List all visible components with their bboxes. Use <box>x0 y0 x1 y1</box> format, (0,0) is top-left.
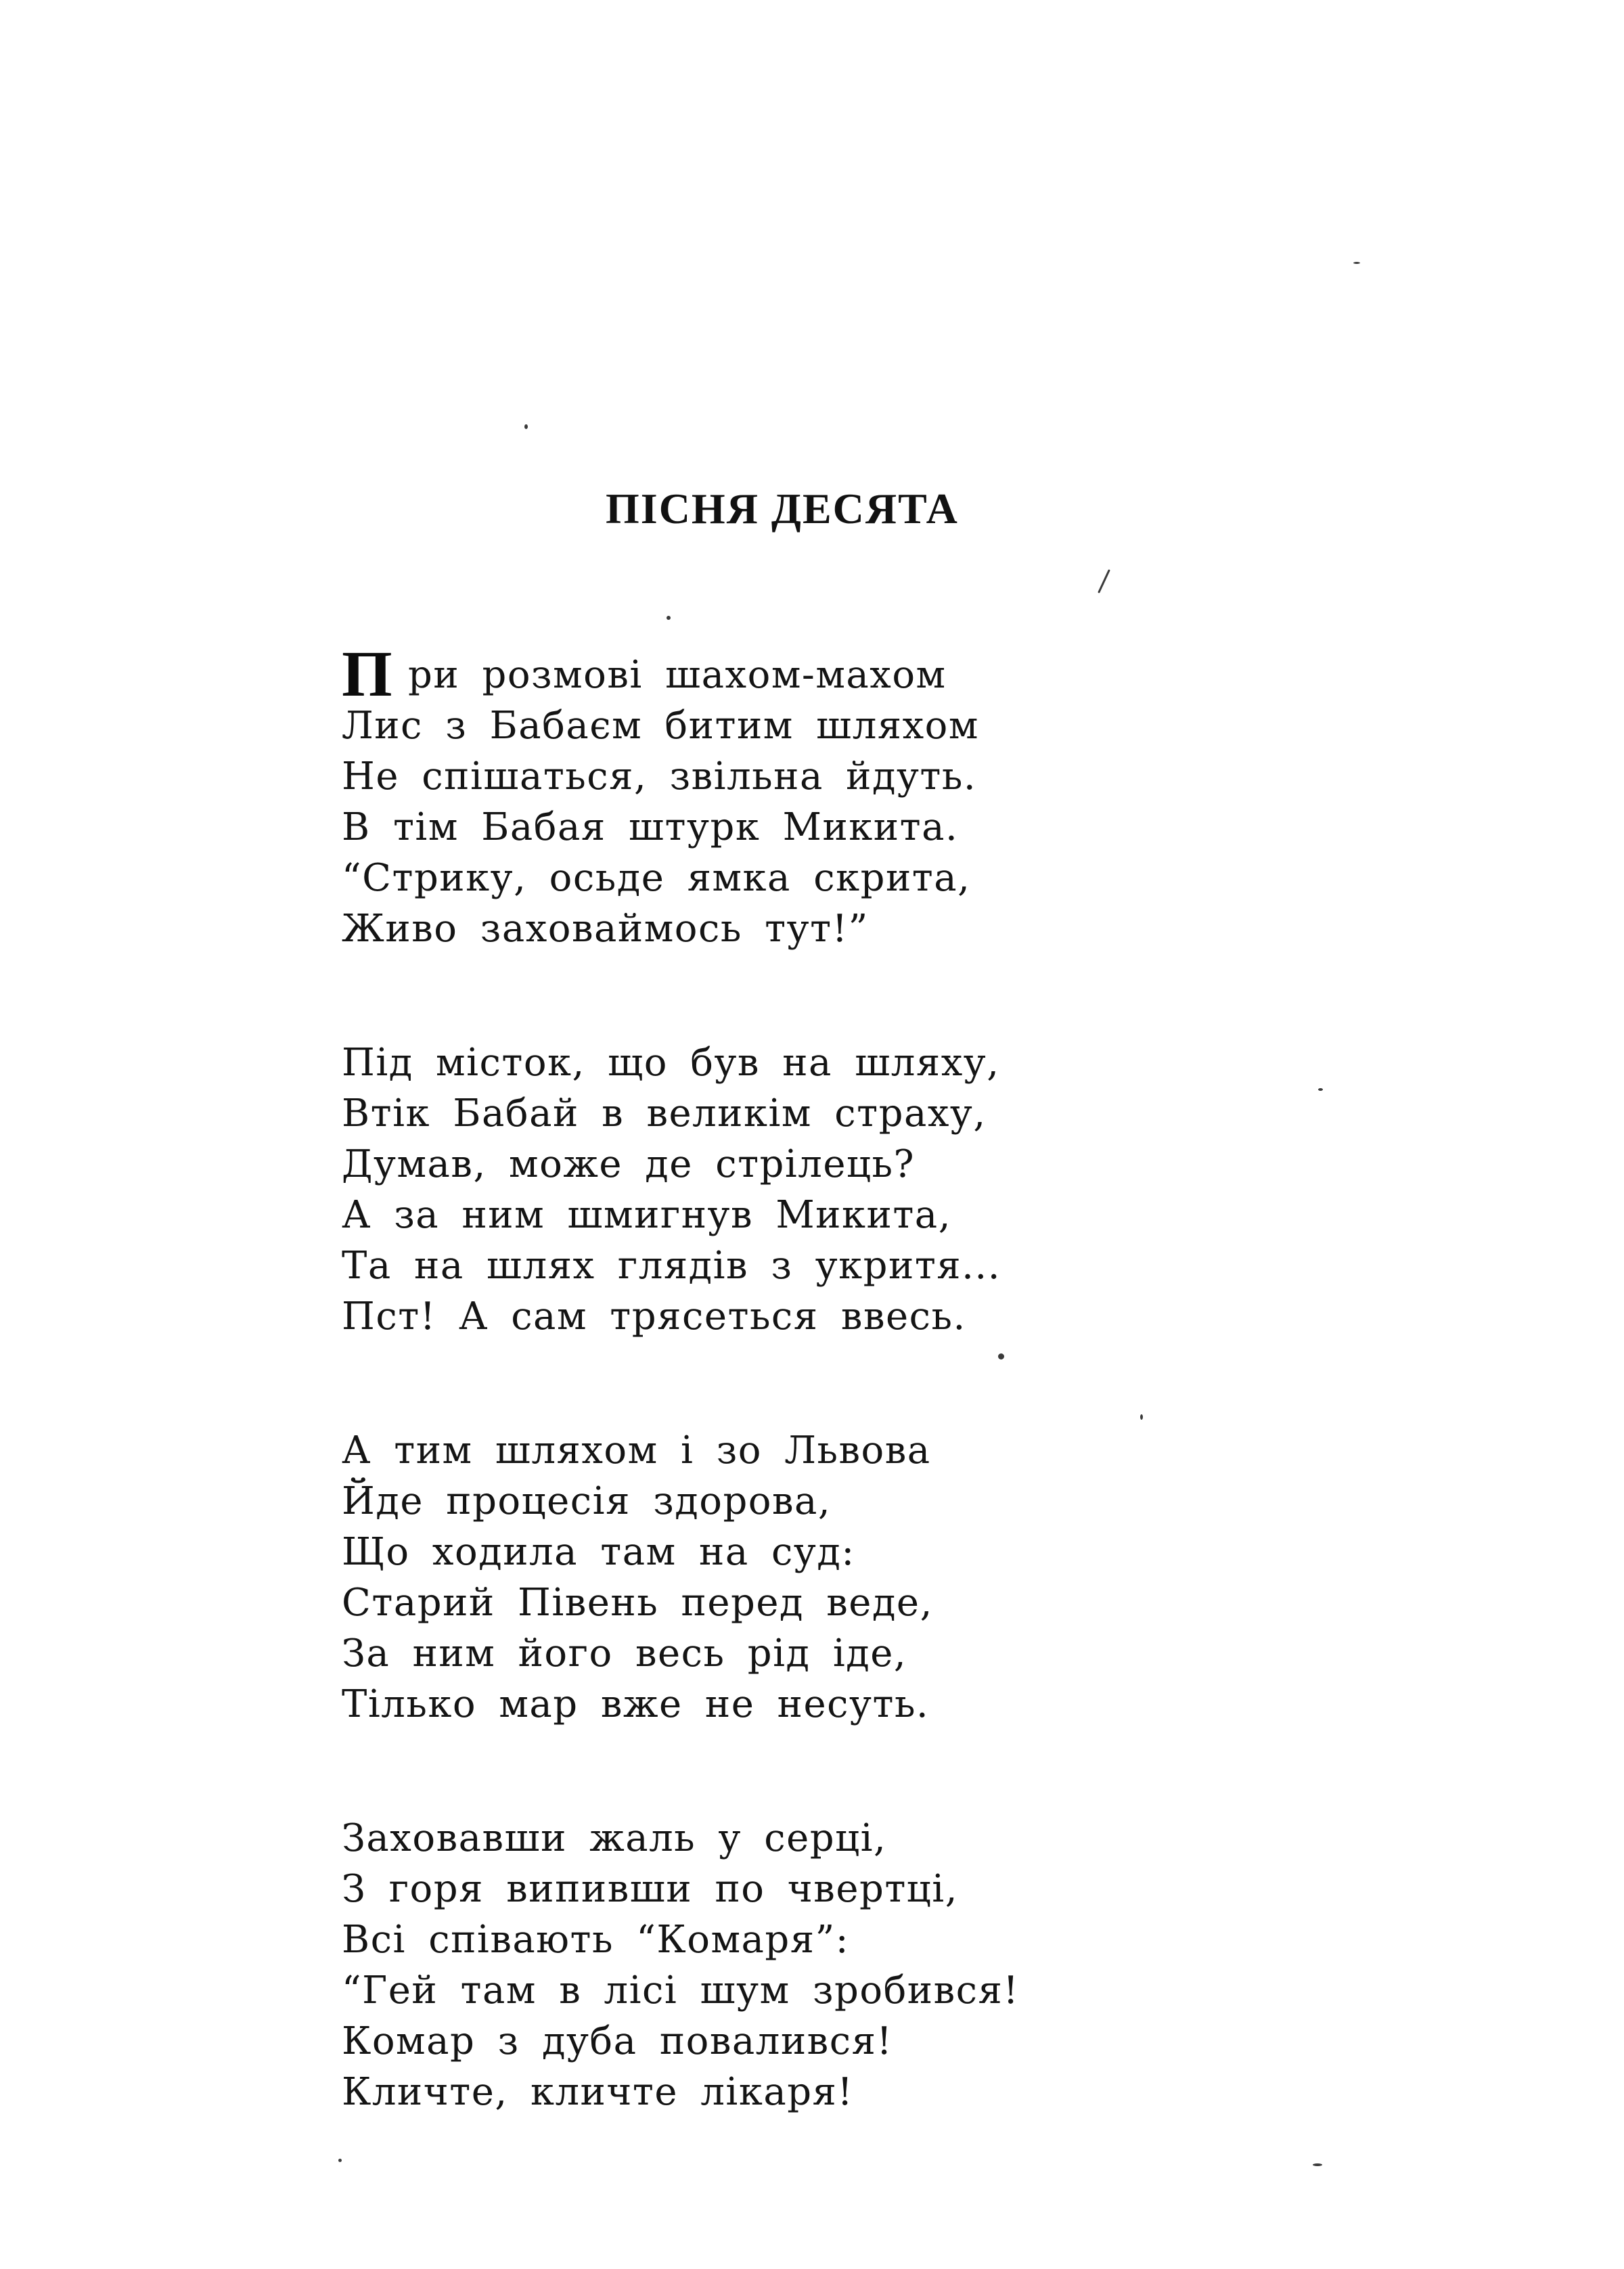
chapter-title: ПІСНЯ ДЕСЯТА <box>606 485 959 533</box>
poem-line: Та на шлях глядів з укритя... <box>342 1244 1001 1288</box>
poem-line: А за ним шмигнув Микита, <box>342 1193 951 1237</box>
poem-line: З горя випивши по чвертці, <box>342 1867 959 1911</box>
poem-line: Думав, може де стрілець? <box>342 1142 916 1186</box>
poem-line: Комар з дуба повалився! <box>342 2019 893 2063</box>
poem-line: За ним його весь рід іде, <box>342 1632 907 1676</box>
scan-speck <box>1353 262 1360 264</box>
stanza-1 <box>342 637 1221 954</box>
poem-line-text: ри розмові шахом-махом <box>408 653 947 697</box>
poem-line: Не спішаться, звільна йдуть. <box>342 755 977 799</box>
scan-speck <box>1313 2163 1322 2166</box>
stanza-3 <box>342 1425 1221 1730</box>
scan-speck <box>667 616 671 620</box>
drop-cap: П <box>342 637 394 710</box>
scan-speck <box>1098 569 1110 593</box>
poem-line: Тілько мар вже не несуть. <box>342 1682 930 1726</box>
poem-line: А тим шляхом і зо Львова <box>342 1429 931 1473</box>
poem-line: Живо заховаймось тут!” <box>342 907 869 951</box>
poem-line <box>342 637 1221 710</box>
poem-line: “Гей там в лісі шум зробився! <box>342 1969 1020 2013</box>
poem-line: “Стрику, осьде ямка скрита, <box>342 856 971 900</box>
stanza-2 <box>342 1037 1221 1342</box>
stanza-4 <box>342 1813 1221 2117</box>
poem-line: Заховавши жаль у серці, <box>342 1816 887 1860</box>
poem-line: Всі співають “Комаря”: <box>342 1918 850 1962</box>
scan-speck <box>1318 1088 1323 1091</box>
poem-line: Що ходила там на суд: <box>342 1530 855 1574</box>
poem-line: Лис з Бабаєм битим шляхом <box>342 704 979 748</box>
poem <box>342 637 1221 2201</box>
poem-line: Під місток, що був на шляху, <box>342 1041 1000 1085</box>
scan-speck <box>524 424 528 429</box>
poem-line: Старий Півень перед веде, <box>342 1581 933 1625</box>
poem-line: Кличте, кличте лікаря! <box>342 2070 854 2114</box>
poem-line: Йде процесія здорова, <box>342 1479 832 1523</box>
poem-line: Втік Бабай в великім страху, <box>342 1092 987 1136</box>
poem-line: Пст! А сам трясеться ввесь. <box>342 1295 966 1339</box>
poem-line: В тім Бабая штурк Микита. <box>342 805 959 849</box>
